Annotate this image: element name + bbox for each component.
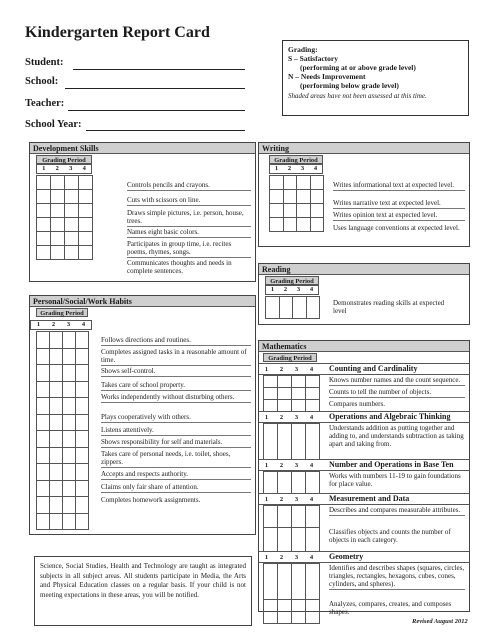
grade-box[interactable] [50, 245, 65, 260]
period-numbers [36, 164, 92, 174]
period-3: 3 [294, 365, 299, 373]
grade-box[interactable] [75, 463, 89, 481]
grade-box[interactable] [62, 397, 76, 415]
grade-box[interactable] [305, 527, 320, 552]
skill-item: Shows self-control. [101, 367, 251, 377]
grade-box[interactable] [49, 397, 63, 415]
grading-n-desc: (performing below grade level) [300, 81, 399, 90]
skill-item: Writes opinion text at expected level. [333, 211, 465, 221]
grade-box[interactable] [305, 505, 320, 528]
skill-item: Classifies objects and counts the number of objects in each category. [329, 528, 451, 544]
period-1: 1 [264, 365, 269, 373]
grade-box[interactable] [296, 203, 311, 218]
period-1: 1 [42, 165, 46, 172]
grade-box[interactable] [277, 563, 292, 600]
skill-item: Identifies and describes shapes (squares, circles, triangles, rectangles, hexagons, cubes, cones, cylinders, and spheres). [329, 564, 465, 588]
integrated-subjects-note: Science, Social Studies, Health and Technology are taught as integrated subjects in all subject areas. All students participate in Media, the Arts and Physical Education classes on a regular basis. If your child is not meeting expectations in these areas, you will be notified. [34, 556, 252, 626]
grade-box[interactable] [269, 217, 284, 232]
grade-box[interactable] [50, 203, 65, 218]
grade-box[interactable] [50, 217, 65, 232]
skill-item: Writes narrative text at expected level. [333, 199, 465, 209]
period-numbers [30, 320, 92, 330]
reading-section [258, 263, 470, 325]
grade-box[interactable] [75, 348, 89, 366]
grade-box[interactable] [75, 381, 89, 399]
period-2: 2 [279, 553, 284, 561]
grade-box[interactable] [36, 203, 51, 218]
period-4: 4 [82, 165, 86, 172]
skill-item: Writes informational text at expected level. [333, 181, 465, 191]
skill-item: Participates in group time, i.e. recites poems, rhymes, songs. [127, 240, 251, 258]
skill-item: Listens attentively. [101, 426, 251, 436]
grading-period-label: Grading Period [265, 276, 319, 285]
period-3: 3 [294, 495, 299, 503]
period-1: 1 [264, 461, 269, 469]
grade-box[interactable] [49, 513, 63, 531]
grade-box[interactable] [306, 296, 321, 319]
grade-box[interactable] [62, 348, 76, 366]
reading-title: Reading [259, 264, 469, 275]
grade-box[interactable] [36, 414, 50, 432]
period-3: 3 [300, 165, 305, 172]
skill-item: Uses language conventions at expected level. [333, 224, 460, 232]
grade-box[interactable] [75, 513, 89, 531]
mathematics-section [258, 340, 470, 616]
grade-box[interactable] [64, 175, 79, 190]
skill-item: Follows directions and routines. [101, 336, 251, 346]
grade-box[interactable] [49, 414, 63, 432]
writing-section [258, 142, 470, 247]
school-label: School: [25, 76, 59, 87]
grade-box[interactable] [75, 480, 89, 498]
grade-box[interactable] [49, 447, 63, 465]
grade-box[interactable] [310, 175, 325, 190]
grading-period-label: Grading Period [36, 308, 88, 317]
student-field[interactable] [73, 69, 245, 70]
grade-box[interactable] [305, 563, 320, 600]
skill-item: Completes homework assignments. [101, 496, 201, 504]
grade-box[interactable] [62, 430, 76, 448]
grade-box[interactable] [277, 505, 292, 528]
period-4: 4 [309, 495, 314, 503]
period-1: 1 [264, 413, 269, 421]
student-label: Student: [25, 57, 64, 68]
grade-box[interactable] [64, 217, 79, 232]
grade-box[interactable] [75, 496, 89, 514]
grade-box[interactable] [291, 423, 306, 460]
grade-box[interactable] [49, 463, 63, 481]
grade-box[interactable] [291, 563, 306, 600]
period-4: 4 [309, 286, 314, 293]
grade-box[interactable] [263, 505, 278, 528]
grade-box[interactable] [49, 381, 63, 399]
grade-box[interactable] [263, 423, 278, 460]
grade-box[interactable] [78, 245, 93, 260]
grade-box[interactable] [291, 505, 306, 528]
grade-box[interactable] [296, 175, 311, 190]
grade-box[interactable] [310, 203, 325, 218]
math-category-title: Geometry [329, 552, 364, 561]
grade-box[interactable] [49, 331, 63, 349]
grade-box[interactable] [49, 480, 63, 498]
grade-box[interactable] [283, 203, 298, 218]
grade-box[interactable] [277, 471, 292, 494]
skill-item: Shows responsibility for self and materials. [101, 438, 251, 448]
grading-s-desc: (performing at or above grade level) [300, 63, 416, 72]
grade-box[interactable] [62, 513, 76, 531]
grading-period-label: Grading Period [36, 155, 92, 164]
grade-box[interactable] [36, 331, 50, 349]
school-year-label: School Year: [25, 119, 82, 130]
period-2: 2 [279, 413, 284, 421]
grade-box[interactable] [310, 189, 325, 204]
skill-item: Works with numbers 11-19 to gain foundations for place value. [329, 472, 461, 488]
grade-box[interactable] [50, 175, 65, 190]
grading-s: S – Satisfactory [288, 54, 338, 63]
period-3: 3 [294, 553, 299, 561]
grade-box[interactable] [36, 348, 50, 366]
habits-title: Personal/Social/Work Habits [30, 296, 255, 307]
skill-item: Knows number names and the count sequence. [329, 376, 465, 386]
grade-box[interactable] [49, 496, 63, 514]
period-3: 3 [294, 461, 299, 469]
development-title: Development Skills [30, 143, 255, 154]
mathematics-title: Mathematics [259, 341, 469, 352]
math-category-title: Counting and Cardinality [329, 364, 418, 373]
grading-n: N – Needs Improvement [288, 72, 366, 81]
grade-box[interactable] [296, 189, 311, 204]
grade-box[interactable] [62, 463, 76, 481]
grade-box[interactable] [62, 447, 76, 465]
grade-box[interactable] [36, 381, 50, 399]
grade-box[interactable] [269, 203, 284, 218]
grade-box[interactable] [62, 381, 76, 399]
skill-item: Takes care of personal needs, i.e. toilet, shoes, zippers. [101, 450, 251, 468]
skill-item: Controls pencils and crayons. [127, 181, 251, 191]
grade-box[interactable] [36, 175, 51, 190]
grade-box[interactable] [277, 599, 292, 624]
math-category-header [259, 551, 469, 563]
period-4: 4 [313, 165, 318, 172]
grade-box[interactable] [36, 496, 50, 514]
grade-box[interactable] [291, 599, 306, 624]
grading-key [282, 40, 469, 116]
skill-item: Cuts with scissors on line. [127, 196, 251, 206]
grade-box[interactable] [265, 296, 280, 319]
grade-box[interactable] [36, 463, 50, 481]
school-year-field[interactable] [86, 130, 245, 131]
period-3: 3 [69, 165, 73, 172]
period-2: 2 [51, 321, 56, 328]
grade-box[interactable] [75, 331, 89, 349]
period-1: 1 [274, 165, 279, 172]
skill-item: Communicates thoughts and needs in complete sentences. [127, 259, 232, 275]
grade-box[interactable] [75, 447, 89, 465]
grade-box[interactable] [305, 471, 320, 494]
period-3: 3 [66, 321, 71, 328]
grade-box[interactable] [75, 414, 89, 432]
period-4: 4 [309, 413, 314, 421]
period-numbers [265, 285, 319, 295]
grade-box[interactable] [36, 430, 50, 448]
grade-box[interactable] [49, 364, 63, 382]
grade-box[interactable] [78, 231, 93, 246]
grade-box[interactable] [62, 480, 76, 498]
grade-box[interactable] [62, 414, 76, 432]
grade-box[interactable] [36, 364, 50, 382]
grading-period-label: Grading Period [263, 353, 317, 362]
grade-box[interactable] [78, 203, 93, 218]
teacher-label: Teacher: [25, 98, 65, 109]
grade-box[interactable] [49, 430, 63, 448]
grading-heading: Grading: [288, 45, 318, 54]
school-field[interactable] [65, 88, 245, 89]
grade-box[interactable] [75, 397, 89, 415]
grade-box[interactable] [64, 189, 79, 204]
grade-box[interactable] [283, 217, 298, 232]
grade-box[interactable] [36, 245, 51, 260]
grade-box[interactable] [62, 496, 76, 514]
grade-box[interactable] [64, 231, 79, 246]
skill-item: Compares numbers. [329, 400, 385, 408]
skill-item: Works independently without disturbing others. [101, 393, 251, 403]
grade-box[interactable] [263, 563, 278, 600]
period-1: 1 [36, 321, 41, 328]
skill-item: Counts to tell the number of objects. [329, 388, 465, 398]
grade-box[interactable] [75, 430, 89, 448]
grade-box[interactable] [291, 471, 306, 494]
skill-item: Completes assigned tasks in a reasonable amount of time. [101, 348, 251, 366]
grade-box[interactable] [36, 217, 51, 232]
math-category-title: Number and Operations in Base Ten [329, 460, 454, 469]
revised-date: Revised August 2012 [412, 618, 468, 625]
period-4: 4 [309, 553, 314, 561]
grade-box[interactable] [263, 471, 278, 494]
grade-box[interactable] [310, 217, 325, 232]
grade-box[interactable] [296, 217, 311, 232]
grade-box[interactable] [305, 599, 320, 624]
teacher-field[interactable] [68, 110, 245, 111]
period-2: 2 [279, 365, 284, 373]
skill-item: Draws simple pictures, i.e. person, house, trees. [127, 209, 251, 227]
skill-item: Describes and compares measurable attributes. [329, 506, 465, 516]
development-section [29, 142, 256, 282]
grade-box[interactable] [64, 203, 79, 218]
habits-section [29, 295, 256, 535]
grade-box[interactable] [277, 527, 292, 552]
grade-box[interactable] [263, 527, 278, 552]
skill-item: Claims only fair share of attention. [101, 483, 251, 493]
grade-box[interactable] [62, 331, 76, 349]
skill-item: Names eight basic colors. [127, 228, 251, 238]
grade-box[interactable] [277, 423, 292, 460]
grade-box[interactable] [283, 189, 298, 204]
period-4: 4 [309, 365, 314, 373]
skill-item: Plays cooperatively with others. [101, 413, 251, 423]
grade-box[interactable] [36, 189, 51, 204]
grade-box[interactable] [75, 364, 89, 382]
period-2: 2 [55, 165, 59, 172]
grade-box[interactable] [78, 175, 93, 190]
period-2: 2 [279, 495, 284, 503]
grade-box[interactable] [50, 231, 65, 246]
skill-item: Analyzes, compares, creates, and composes shapes. [329, 600, 452, 616]
grade-box[interactable] [36, 513, 50, 531]
grade-box[interactable] [263, 599, 278, 624]
grading-note: Shaded areas have not been assessed at this time. [288, 92, 427, 100]
skill-item: Accepts and respects authority. [101, 470, 251, 480]
grade-box[interactable] [279, 296, 294, 319]
skill-item: Demonstrates reading skills at expected level [333, 299, 445, 315]
grade-box[interactable] [78, 189, 93, 204]
period-2: 2 [287, 165, 292, 172]
period-1: 1 [264, 553, 269, 561]
skill-item: Takes care of school property. [101, 381, 251, 391]
skill-item: Understands addition as putting together and adding to, and understands subtraction as taking apart and taking from. [329, 424, 464, 448]
period-3: 3 [296, 286, 301, 293]
grade-box[interactable] [269, 189, 284, 204]
grade-box[interactable] [305, 423, 320, 460]
period-1: 1 [270, 286, 275, 293]
period-3: 3 [294, 413, 299, 421]
math-category-title: Operations and Algebraic Thinking [329, 412, 451, 421]
period-4: 4 [309, 461, 314, 469]
grade-box[interactable] [36, 480, 50, 498]
period-numbers [269, 164, 323, 174]
grade-box[interactable] [49, 348, 63, 366]
page-title: Kindergarten Report Card [25, 24, 210, 41]
writing-title: Writing [259, 143, 469, 154]
math-category-title: Measurement and Data [329, 494, 410, 503]
grade-box[interactable] [78, 217, 93, 232]
grade-box[interactable] [62, 364, 76, 382]
grade-box[interactable] [269, 175, 284, 190]
grade-box[interactable] [36, 397, 50, 415]
grade-box[interactable] [36, 231, 51, 246]
grade-box[interactable] [64, 245, 79, 260]
grade-box[interactable] [50, 189, 65, 204]
grade-box[interactable] [292, 296, 307, 319]
grade-box[interactable] [283, 175, 298, 190]
period-4: 4 [81, 321, 86, 328]
period-2: 2 [279, 461, 284, 469]
period-1: 1 [264, 495, 269, 503]
grade-box[interactable] [36, 447, 50, 465]
period-2: 2 [283, 286, 288, 293]
grade-box[interactable] [291, 527, 306, 552]
grading-period-label: Grading Period [269, 155, 323, 164]
